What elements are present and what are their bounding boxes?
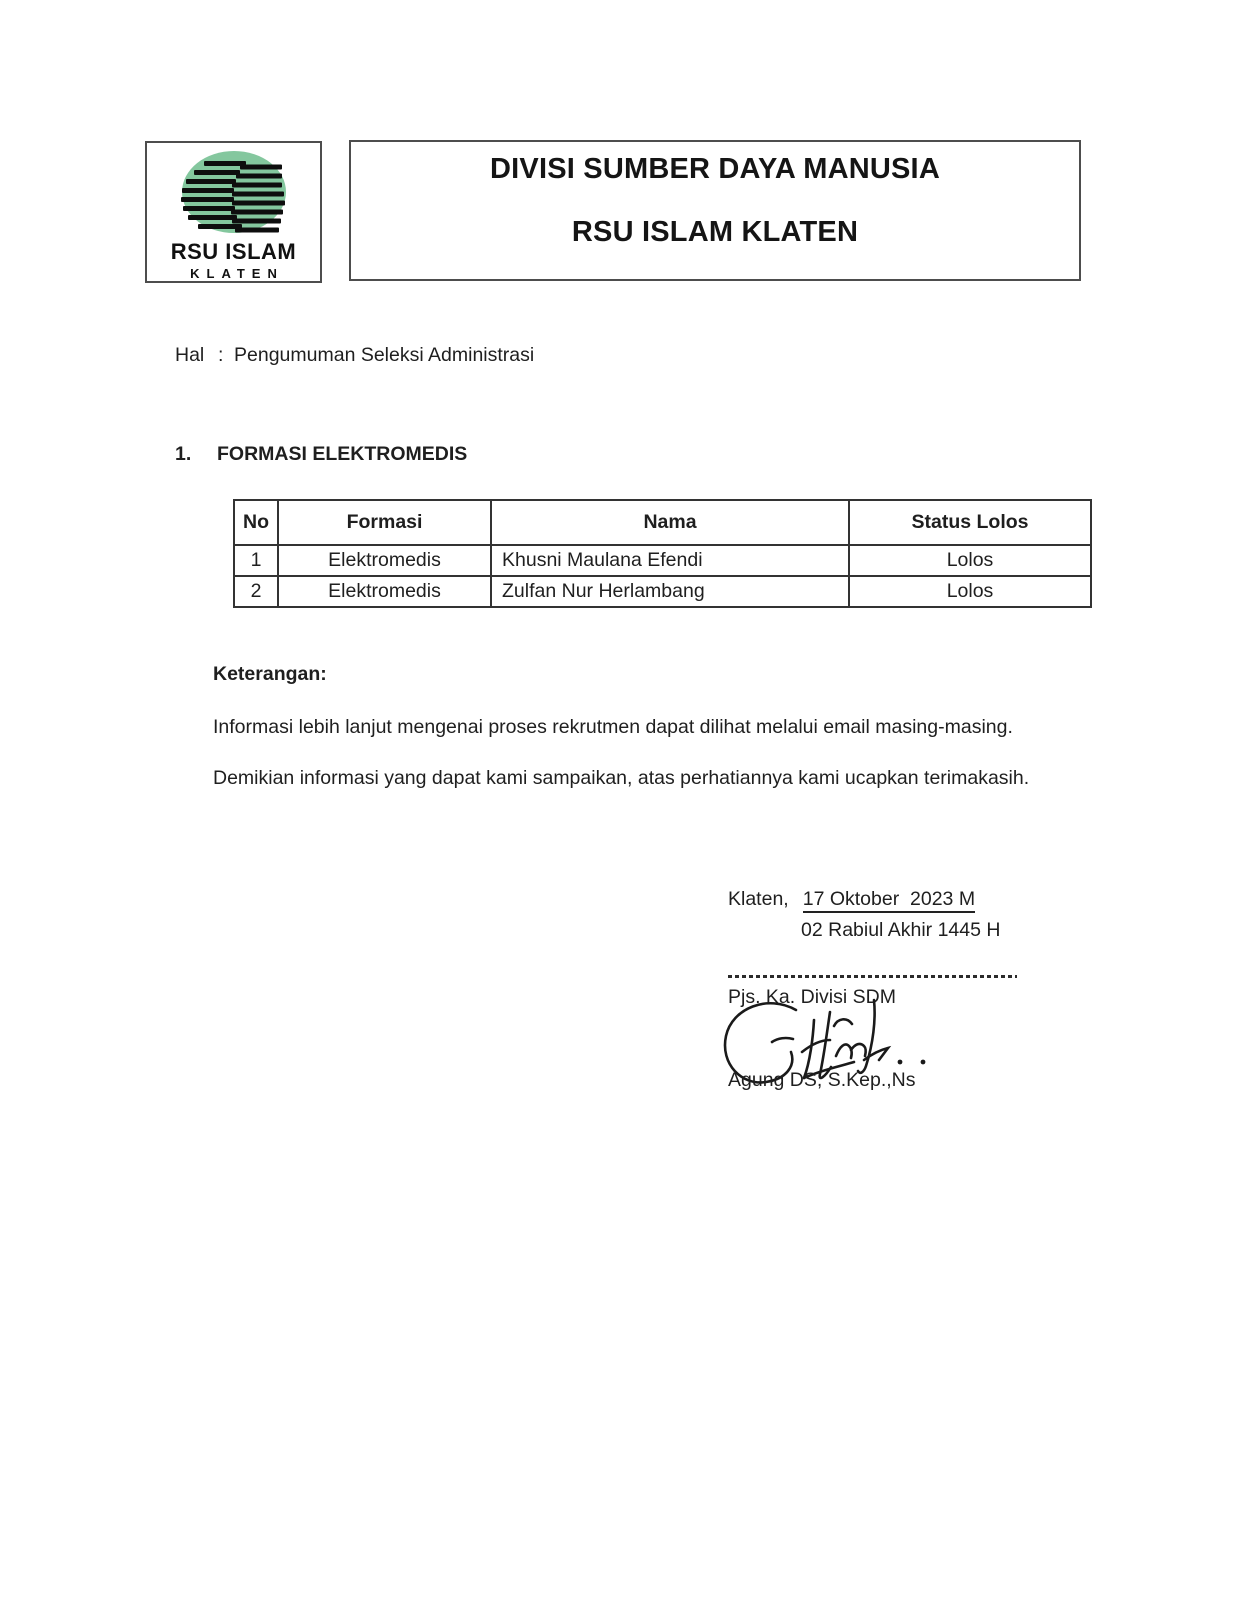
table-row — [234, 576, 1091, 607]
cell-status: Lolos — [849, 576, 1091, 607]
signer-name: Agung DS, S.Kep.,Ns — [728, 1069, 916, 1091]
globe-stripe — [181, 197, 234, 202]
date-hijri: 02 Rabiul Akhir 1445 H — [801, 919, 1001, 941]
col-header-status: Status Lolos — [849, 500, 1091, 545]
subject-line — [175, 344, 534, 367]
col-header-no: No — [234, 500, 278, 545]
globe-stripe — [188, 215, 237, 220]
section-number: 1. — [175, 443, 192, 465]
cell-no: 2 — [234, 576, 278, 607]
organization-title: RSU ISLAM KLATEN — [571, 216, 859, 248]
globe-stripe — [186, 179, 236, 184]
division-title: DIVISI SUMBER DAYA MANUSIA — [490, 153, 940, 185]
globe-stripe — [182, 188, 234, 193]
cell-no: 1 — [234, 545, 278, 576]
logo-name: RSU ISLAM — [170, 239, 297, 264]
notes-heading: Keterangan: — [213, 663, 327, 685]
logo-box — [145, 141, 322, 283]
subject-text: Pengumuman Seleksi Administrasi — [234, 344, 535, 366]
section-title: FORMASI ELEKTROMEDIS — [217, 443, 468, 465]
table-row — [234, 545, 1091, 576]
cell-formasi: Elektromedis — [278, 576, 491, 607]
rsu-islam-klaten-logo-icon — [174, 149, 294, 237]
cell-formasi: Elektromedis — [278, 545, 491, 576]
col-header-nama: Nama — [491, 500, 849, 545]
table-header-row — [234, 500, 1091, 545]
subject-colon: : — [218, 344, 224, 366]
note-paragraph-2: Demikian informasi yang dapat kami sampaikan, atas perhatiannya kami ucapkan terimakasih. — [213, 767, 1030, 789]
note-paragraph-1: Informasi lebih lanjut mengenai proses rekrutmen dapat dilihat melalui email masing-masing. — [213, 716, 1013, 738]
cell-nama: Zulfan Nur Herlambang — [491, 576, 849, 607]
subject-label: Hal — [175, 344, 205, 366]
globe-stripe — [198, 224, 242, 229]
globe-stripe — [194, 170, 240, 175]
section-heading — [175, 443, 467, 466]
globe-stripe — [204, 161, 246, 166]
signature-divider — [728, 975, 1017, 978]
logo-subname: KLATEN — [190, 266, 284, 281]
cell-nama: Khusni Maulana Efendi — [491, 545, 849, 576]
date-gregorian: 17 Oktober 2023 M — [803, 888, 975, 913]
selection-table — [233, 499, 1092, 608]
col-header-formasi: Formasi — [278, 500, 491, 545]
header-title-box — [349, 140, 1081, 281]
signature-place-date — [728, 888, 975, 911]
cell-status: Lolos — [849, 545, 1091, 576]
globe-stripe — [183, 206, 235, 211]
signer-role: Pjs. Ka. Divisi SDM — [728, 986, 896, 1008]
place-label: Klaten, — [728, 888, 789, 910]
